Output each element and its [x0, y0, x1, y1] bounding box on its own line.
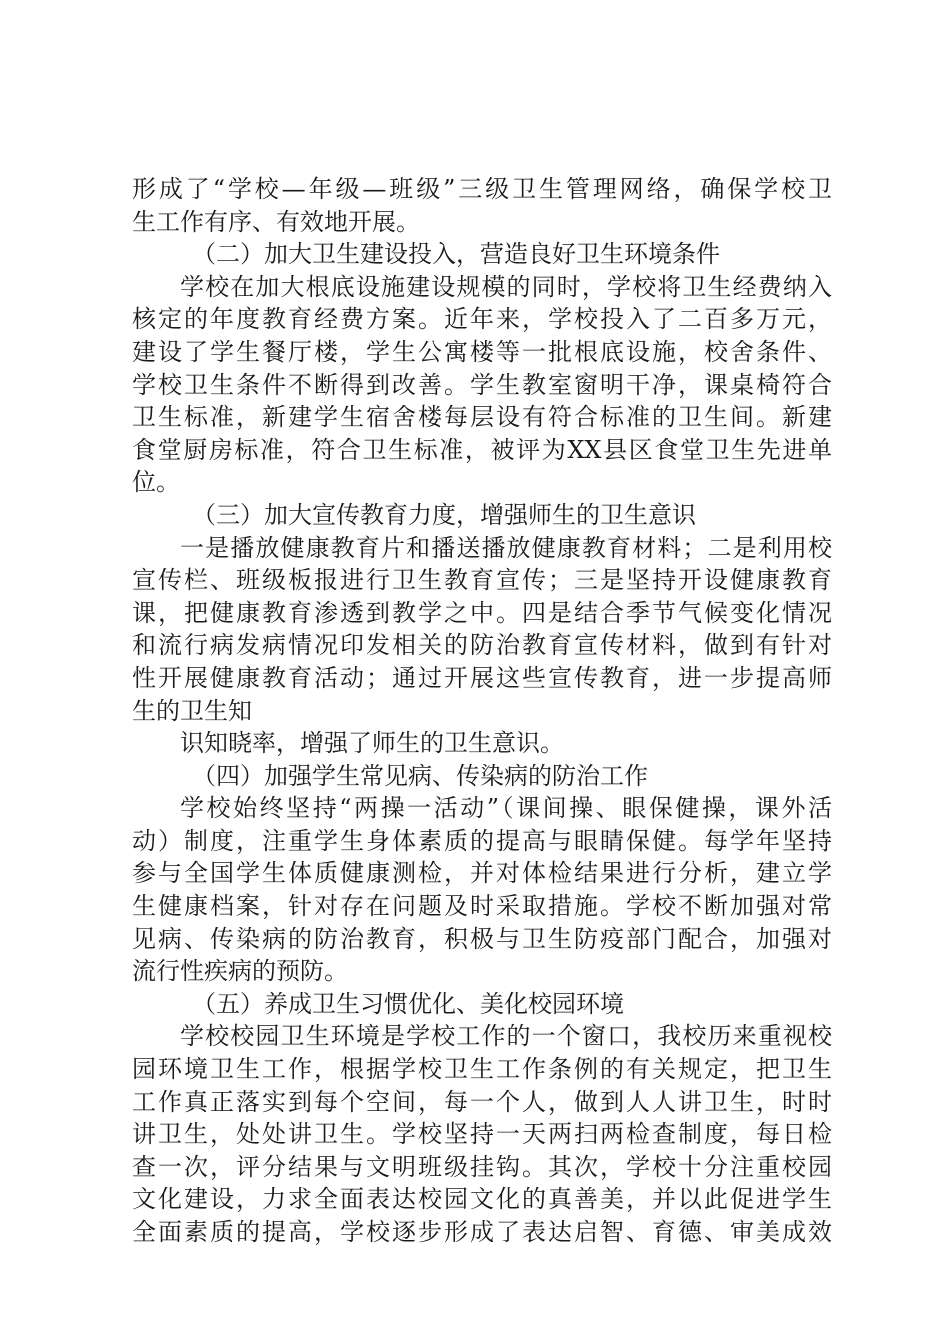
text-line: 生工作有序、有效地开展。	[132, 207, 420, 236]
text-line: 学校始终坚持“两操一活动”（课间操、眼保健操，课外活	[180, 794, 832, 823]
text-line: 学校校园卫生环境是学校工作的一个窗口，我校历来重视校	[180, 1022, 832, 1051]
text-line: 核定的年度教育经费方案。近年来，学校投入了二百多万元，	[132, 305, 832, 334]
text-line: 卫生标准，新建学生宿舍楼每层设有符合标准的卫生间。新建	[132, 403, 832, 432]
text-line: 学校卫生条件不断得到改善。学生教室窗明干净，课桌椅符合	[132, 370, 832, 399]
text-line: 形成了“学校—年级—班级”三级卫生管理网络，确保学校卫	[132, 175, 832, 203]
text-line: 全面素质的提高，学校逐步形成了表达启智、育德、审美成效	[132, 1218, 832, 1246]
text-line: 生健康档案，针对存在问题及时采取措施。学校不断加强对常	[132, 892, 832, 921]
section-heading: （四）加强学生常见病、传染病的防治工作	[192, 761, 648, 790]
text-line: 文化建设，力求全面表达校园文化的真善美，并以此促进学生	[132, 1185, 832, 1214]
text-line: 查一次，评分结果与文明班级挂钩。其次，学校十分注重校园	[132, 1152, 832, 1181]
section-heading: （三）加大宣传教育力度，增强师生的卫生意识	[192, 500, 696, 529]
text-line: 流行性疾病的预防。	[132, 957, 348, 986]
document-body	[132, 173, 832, 1249]
text-line: 园环境卫生工作，根据学校卫生工作条例的有关规定，把卫生	[132, 1055, 832, 1084]
section-heading: （五）养成卫生习惯优化、美化校园环境	[192, 989, 624, 1018]
text-line: 见病、传染病的防治教育，积极与卫生防疫部门配合，加强对	[132, 924, 832, 953]
text-line: 食堂厨房标准，符合卫生标准，被评为XX县区食堂卫生先进单	[132, 435, 832, 464]
text-line: 工作真正落实到每个空间，每一个人，做到人人讲卫生，时时	[132, 1087, 832, 1116]
text-line: 参与全国学生体质健康测检，并对体检结果进行分析，建立学	[132, 859, 832, 888]
text-line: 和流行病发病情况印发相关的防治教育宣传材料，做到有针对	[132, 631, 832, 660]
text-line: 课，把健康教育渗透到教学之中。四是结合季节气候变化情况	[132, 598, 832, 627]
section-heading: （二）加大卫生建设投入，营造良好卫生环境条件	[192, 240, 720, 269]
text-line: 宣传栏、班级板报进行卫生教育宣传；三是坚持开设健康教育	[132, 566, 832, 595]
text-line: 识知晓率，增强了师生的卫生意识。	[180, 729, 564, 758]
text-line: 性开展健康教育活动；通过开展这些宣传教育，进一步提高师	[132, 663, 832, 692]
text-line: 生的卫生知	[132, 696, 252, 725]
text-line: 学校在加大根底设施建设规模的同时，学校将卫生经费纳入	[180, 272, 832, 301]
text-line: 一是播放健康教育片和播送播放健康教育材料；二是利用校	[180, 533, 832, 562]
text-line: 讲卫生，处处讲卫生。学校坚持一天两扫两检查制度，每日检	[132, 1120, 832, 1149]
text-line: 位。	[132, 468, 180, 497]
text-line: 建设了学生餐厅楼，学生公寓楼等一批根底设施，校舍条件、	[132, 337, 832, 366]
text-line: 动）制度，注重学生身体素质的提高与眼睛保健。每学年坚持	[132, 826, 832, 855]
